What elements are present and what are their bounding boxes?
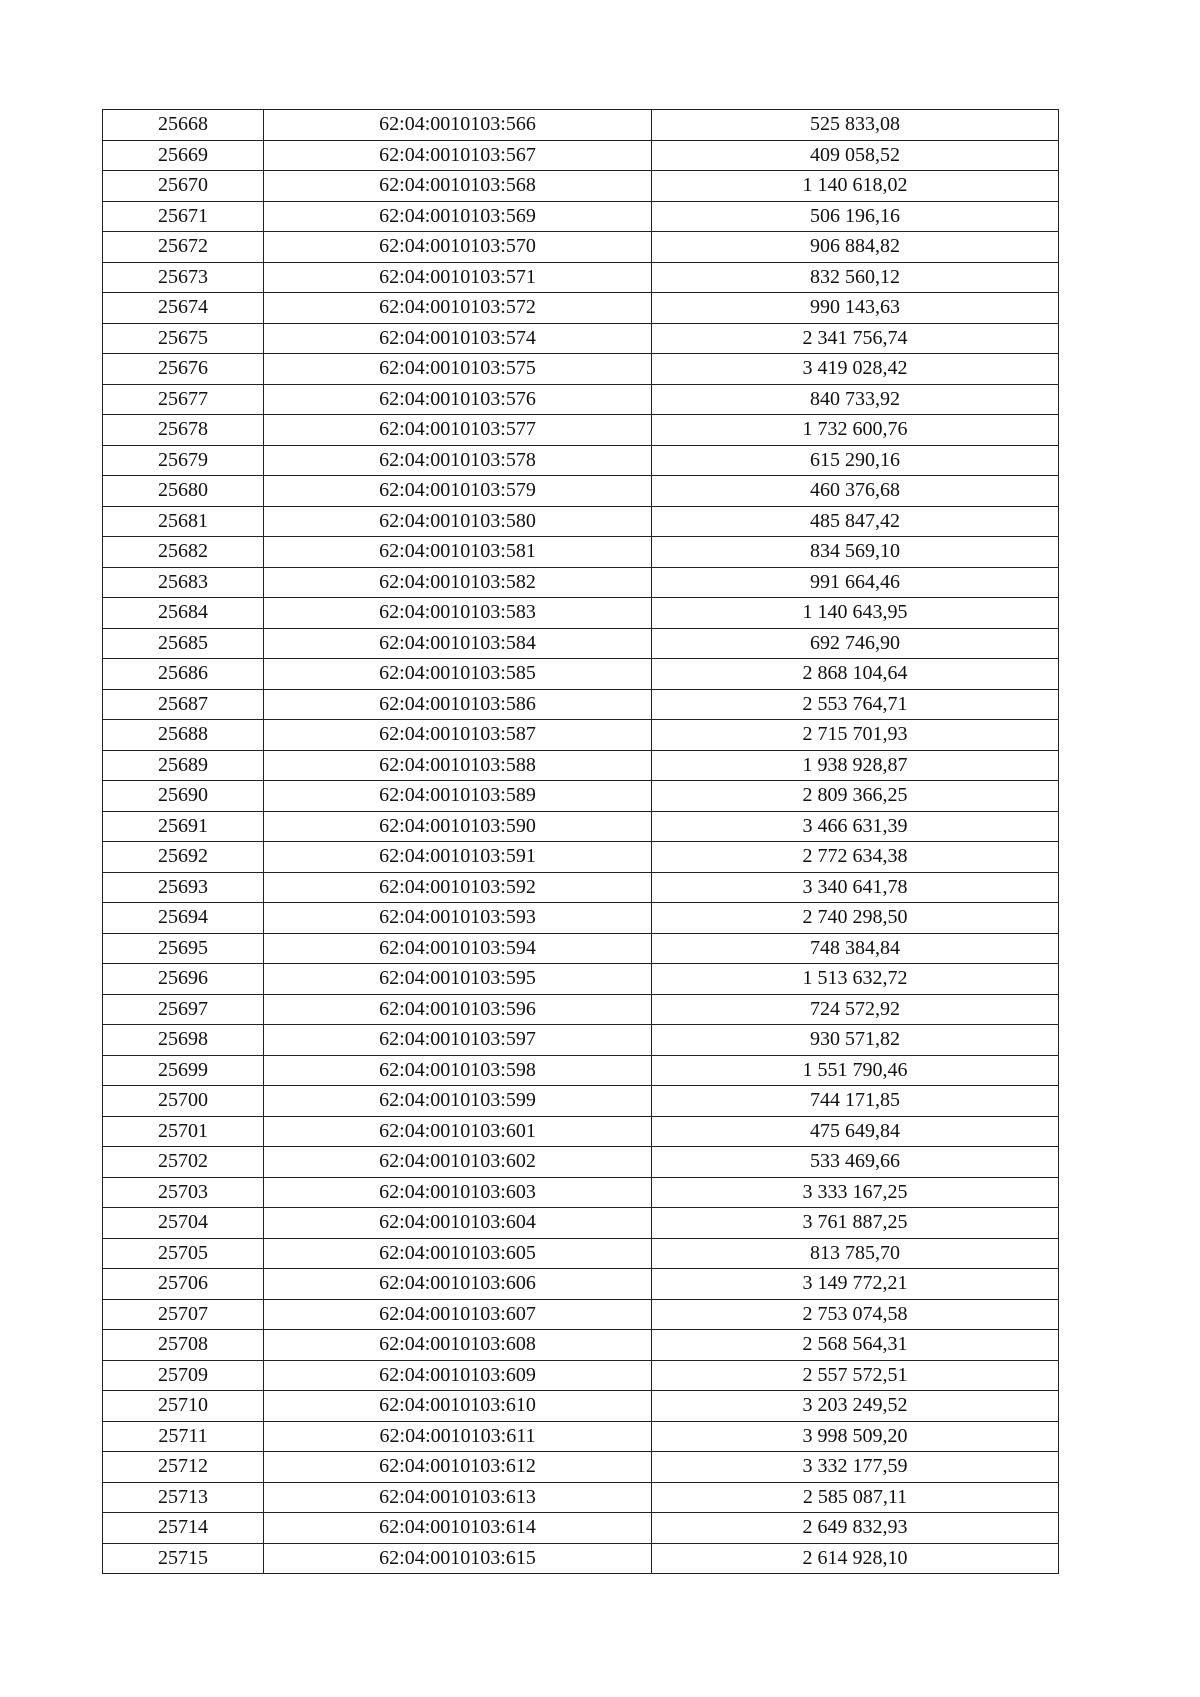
table-row (103, 171, 1059, 202)
cadastral-number-cell: 62:04:0010103:581 (264, 537, 652, 568)
cadastral-value-cell: 724 572,92 (652, 994, 1059, 1025)
table-row (103, 1055, 1059, 1086)
cadastral-value-cell: 2 740 298,50 (652, 903, 1059, 934)
table-row (103, 628, 1059, 659)
cadastral-number-cell: 62:04:0010103:603 (264, 1177, 652, 1208)
cadastral-number-cell: 62:04:0010103:591 (264, 842, 652, 873)
cadastral-number-cell: 62:04:0010103:566 (264, 110, 652, 141)
row-number-cell: 25677 (103, 384, 264, 415)
row-number-cell: 25699 (103, 1055, 264, 1086)
table-row (103, 903, 1059, 934)
table-row (103, 1269, 1059, 1300)
cadastral-number-cell: 62:04:0010103:587 (264, 720, 652, 751)
row-number-cell: 25710 (103, 1391, 264, 1422)
cadastral-value-cell: 1 732 600,76 (652, 415, 1059, 446)
table-row (103, 506, 1059, 537)
row-number-cell: 25697 (103, 994, 264, 1025)
cadastral-number-cell: 62:04:0010103:611 (264, 1421, 652, 1452)
cadastral-number-cell: 62:04:0010103:605 (264, 1238, 652, 1269)
table-row (103, 201, 1059, 232)
cadastral-number-cell: 62:04:0010103:572 (264, 293, 652, 324)
table-row (103, 1482, 1059, 1513)
row-number-cell: 25676 (103, 354, 264, 385)
document-page (102, 109, 1058, 1574)
table-body (103, 110, 1059, 1574)
cadastral-number-cell: 62:04:0010103:604 (264, 1208, 652, 1239)
cadastral-number-cell: 62:04:0010103:607 (264, 1299, 652, 1330)
cadastral-number-cell: 62:04:0010103:588 (264, 750, 652, 781)
cadastral-number-cell: 62:04:0010103:590 (264, 811, 652, 842)
row-number-cell: 25693 (103, 872, 264, 903)
cadastral-number-cell: 62:04:0010103:593 (264, 903, 652, 934)
table-row (103, 872, 1059, 903)
cadastral-value-cell: 460 376,68 (652, 476, 1059, 507)
cadastral-number-cell: 62:04:0010103:589 (264, 781, 652, 812)
cadastral-value-cell: 744 171,85 (652, 1086, 1059, 1117)
cadastral-value-cell: 475 649,84 (652, 1116, 1059, 1147)
row-number-cell: 25709 (103, 1360, 264, 1391)
table-row (103, 110, 1059, 141)
cadastral-number-cell: 62:04:0010103:595 (264, 964, 652, 995)
table-row (103, 384, 1059, 415)
row-number-cell: 25715 (103, 1543, 264, 1574)
cadastral-number-cell: 62:04:0010103:615 (264, 1543, 652, 1574)
cadastral-number-cell: 62:04:0010103:613 (264, 1482, 652, 1513)
table-row (103, 1299, 1059, 1330)
table-row (103, 842, 1059, 873)
table-row (103, 323, 1059, 354)
cadastral-value-cell: 506 196,16 (652, 201, 1059, 232)
cadastral-value-cell: 2 715 701,93 (652, 720, 1059, 751)
cadastral-value-cell: 930 571,82 (652, 1025, 1059, 1056)
cadastral-value-cell: 615 290,16 (652, 445, 1059, 476)
row-number-cell: 25688 (103, 720, 264, 751)
cadastral-number-cell: 62:04:0010103:596 (264, 994, 652, 1025)
row-number-cell: 25670 (103, 171, 264, 202)
table-row (103, 1513, 1059, 1544)
cadastral-value-cell: 3 203 249,52 (652, 1391, 1059, 1422)
row-number-cell: 25674 (103, 293, 264, 324)
cadastral-value-cell: 2 809 366,25 (652, 781, 1059, 812)
row-number-cell: 25701 (103, 1116, 264, 1147)
cadastral-value-cell: 2 614 928,10 (652, 1543, 1059, 1574)
cadastral-value-cell: 533 469,66 (652, 1147, 1059, 1178)
table-row (103, 1391, 1059, 1422)
table-row (103, 1116, 1059, 1147)
table-row (103, 537, 1059, 568)
cadastral-value-cell: 2 868 104,64 (652, 659, 1059, 690)
row-number-cell: 25686 (103, 659, 264, 690)
cadastral-number-cell: 62:04:0010103:610 (264, 1391, 652, 1422)
table-row (103, 781, 1059, 812)
cadastral-number-cell: 62:04:0010103:608 (264, 1330, 652, 1361)
cadastral-value-cell: 2 568 564,31 (652, 1330, 1059, 1361)
cadastral-number-cell: 62:04:0010103:574 (264, 323, 652, 354)
cadastral-value-cell: 3 340 641,78 (652, 872, 1059, 903)
cadastral-value-cell: 3 332 177,59 (652, 1452, 1059, 1483)
cadastral-value-cell: 1 551 790,46 (652, 1055, 1059, 1086)
table-row (103, 1025, 1059, 1056)
table-row (103, 1543, 1059, 1574)
cadastral-value-cell: 832 560,12 (652, 262, 1059, 293)
row-number-cell: 25691 (103, 811, 264, 842)
cadastral-value-cell: 906 884,82 (652, 232, 1059, 263)
row-number-cell: 25673 (103, 262, 264, 293)
row-number-cell: 25683 (103, 567, 264, 598)
table-row (103, 1452, 1059, 1483)
cadastral-number-cell: 62:04:0010103:612 (264, 1452, 652, 1483)
cadastral-value-cell: 2 585 087,11 (652, 1482, 1059, 1513)
table-row (103, 232, 1059, 263)
row-number-cell: 25681 (103, 506, 264, 537)
cadastral-value-cell: 990 143,63 (652, 293, 1059, 324)
cadastral-number-cell: 62:04:0010103:597 (264, 1025, 652, 1056)
row-number-cell: 25685 (103, 628, 264, 659)
cadastral-number-cell: 62:04:0010103:606 (264, 1269, 652, 1300)
cadastral-value-cell: 409 058,52 (652, 140, 1059, 171)
table-row (103, 1238, 1059, 1269)
table-row (103, 354, 1059, 385)
row-number-cell: 25706 (103, 1269, 264, 1300)
cadastral-number-cell: 62:04:0010103:583 (264, 598, 652, 629)
cadastral-value-cell: 3 149 772,21 (652, 1269, 1059, 1300)
row-number-cell: 25714 (103, 1513, 264, 1544)
table-row (103, 1147, 1059, 1178)
cadastral-number-cell: 62:04:0010103:599 (264, 1086, 652, 1117)
table-row (103, 659, 1059, 690)
cadastral-number-cell: 62:04:0010103:609 (264, 1360, 652, 1391)
row-number-cell: 25669 (103, 140, 264, 171)
cadastral-number-cell: 62:04:0010103:601 (264, 1116, 652, 1147)
cadastral-number-cell: 62:04:0010103:584 (264, 628, 652, 659)
table-row (103, 720, 1059, 751)
cadastral-number-cell: 62:04:0010103:594 (264, 933, 652, 964)
cadastral-value-cell: 2 753 074,58 (652, 1299, 1059, 1330)
cadastral-number-cell: 62:04:0010103:586 (264, 689, 652, 720)
table-row (103, 1208, 1059, 1239)
cadastral-value-cell: 2 553 764,71 (652, 689, 1059, 720)
cadastral-value-cell: 991 664,46 (652, 567, 1059, 598)
cadastral-number-cell: 62:04:0010103:575 (264, 354, 652, 385)
cadastral-number-cell: 62:04:0010103:602 (264, 1147, 652, 1178)
table-row (103, 994, 1059, 1025)
cadastral-number-cell: 62:04:0010103:579 (264, 476, 652, 507)
row-number-cell: 25687 (103, 689, 264, 720)
cadastral-value-cell: 485 847,42 (652, 506, 1059, 537)
table-row (103, 933, 1059, 964)
table-row (103, 750, 1059, 781)
row-number-cell: 25707 (103, 1299, 264, 1330)
table-row (103, 1330, 1059, 1361)
row-number-cell: 25684 (103, 598, 264, 629)
cadastral-value-cell: 1 140 618,02 (652, 171, 1059, 202)
row-number-cell: 25703 (103, 1177, 264, 1208)
cadastral-value-cell: 840 733,92 (652, 384, 1059, 415)
cadastral-value-cell: 2 557 572,51 (652, 1360, 1059, 1391)
row-number-cell: 25696 (103, 964, 264, 995)
cadastral-value-cell: 3 419 028,42 (652, 354, 1059, 385)
row-number-cell: 25702 (103, 1147, 264, 1178)
cadastral-number-cell: 62:04:0010103:569 (264, 201, 652, 232)
cadastral-value-cell: 3 466 631,39 (652, 811, 1059, 842)
row-number-cell: 25704 (103, 1208, 264, 1239)
cadastral-number-cell: 62:04:0010103:567 (264, 140, 652, 171)
row-number-cell: 25708 (103, 1330, 264, 1361)
cadastral-value-cell: 1 140 643,95 (652, 598, 1059, 629)
table-row (103, 293, 1059, 324)
cadastral-value-cell: 3 333 167,25 (652, 1177, 1059, 1208)
cadastral-number-cell: 62:04:0010103:571 (264, 262, 652, 293)
row-number-cell: 25678 (103, 415, 264, 446)
cadastral-number-cell: 62:04:0010103:576 (264, 384, 652, 415)
row-number-cell: 25713 (103, 1482, 264, 1513)
cadastral-number-cell: 62:04:0010103:592 (264, 872, 652, 903)
cadastral-value-table (102, 109, 1059, 1574)
cadastral-value-cell: 2 772 634,38 (652, 842, 1059, 873)
table-row (103, 811, 1059, 842)
row-number-cell: 25692 (103, 842, 264, 873)
row-number-cell: 25680 (103, 476, 264, 507)
row-number-cell: 25679 (103, 445, 264, 476)
cadastral-number-cell: 62:04:0010103:598 (264, 1055, 652, 1086)
row-number-cell: 25671 (103, 201, 264, 232)
table-row (103, 1421, 1059, 1452)
cadastral-number-cell: 62:04:0010103:568 (264, 171, 652, 202)
table-row (103, 1086, 1059, 1117)
cadastral-value-cell: 2 649 832,93 (652, 1513, 1059, 1544)
table-row (103, 262, 1059, 293)
cadastral-value-cell: 748 384,84 (652, 933, 1059, 964)
cadastral-value-cell: 2 341 756,74 (652, 323, 1059, 354)
cadastral-number-cell: 62:04:0010103:582 (264, 567, 652, 598)
row-number-cell: 25668 (103, 110, 264, 141)
row-number-cell: 25694 (103, 903, 264, 934)
row-number-cell: 25672 (103, 232, 264, 263)
table-row (103, 1177, 1059, 1208)
table-row (103, 964, 1059, 995)
cadastral-number-cell: 62:04:0010103:614 (264, 1513, 652, 1544)
cadastral-value-cell: 813 785,70 (652, 1238, 1059, 1269)
cadastral-value-cell: 1 938 928,87 (652, 750, 1059, 781)
table-row (103, 689, 1059, 720)
cadastral-number-cell: 62:04:0010103:580 (264, 506, 652, 537)
row-number-cell: 25689 (103, 750, 264, 781)
row-number-cell: 25698 (103, 1025, 264, 1056)
row-number-cell: 25711 (103, 1421, 264, 1452)
cadastral-value-cell: 3 761 887,25 (652, 1208, 1059, 1239)
cadastral-number-cell: 62:04:0010103:578 (264, 445, 652, 476)
cadastral-number-cell: 62:04:0010103:585 (264, 659, 652, 690)
row-number-cell: 25690 (103, 781, 264, 812)
table-row (103, 567, 1059, 598)
table-row (103, 140, 1059, 171)
row-number-cell: 25695 (103, 933, 264, 964)
row-number-cell: 25712 (103, 1452, 264, 1483)
table-row (103, 1360, 1059, 1391)
row-number-cell: 25682 (103, 537, 264, 568)
table-row (103, 415, 1059, 446)
cadastral-value-cell: 692 746,90 (652, 628, 1059, 659)
cadastral-number-cell: 62:04:0010103:570 (264, 232, 652, 263)
table-row (103, 598, 1059, 629)
row-number-cell: 25700 (103, 1086, 264, 1117)
cadastral-value-cell: 1 513 632,72 (652, 964, 1059, 995)
cadastral-number-cell: 62:04:0010103:577 (264, 415, 652, 446)
row-number-cell: 25705 (103, 1238, 264, 1269)
row-number-cell: 25675 (103, 323, 264, 354)
table-row (103, 476, 1059, 507)
cadastral-value-cell: 525 833,08 (652, 110, 1059, 141)
table-row (103, 445, 1059, 476)
cadastral-value-cell: 3 998 509,20 (652, 1421, 1059, 1452)
cadastral-value-cell: 834 569,10 (652, 537, 1059, 568)
